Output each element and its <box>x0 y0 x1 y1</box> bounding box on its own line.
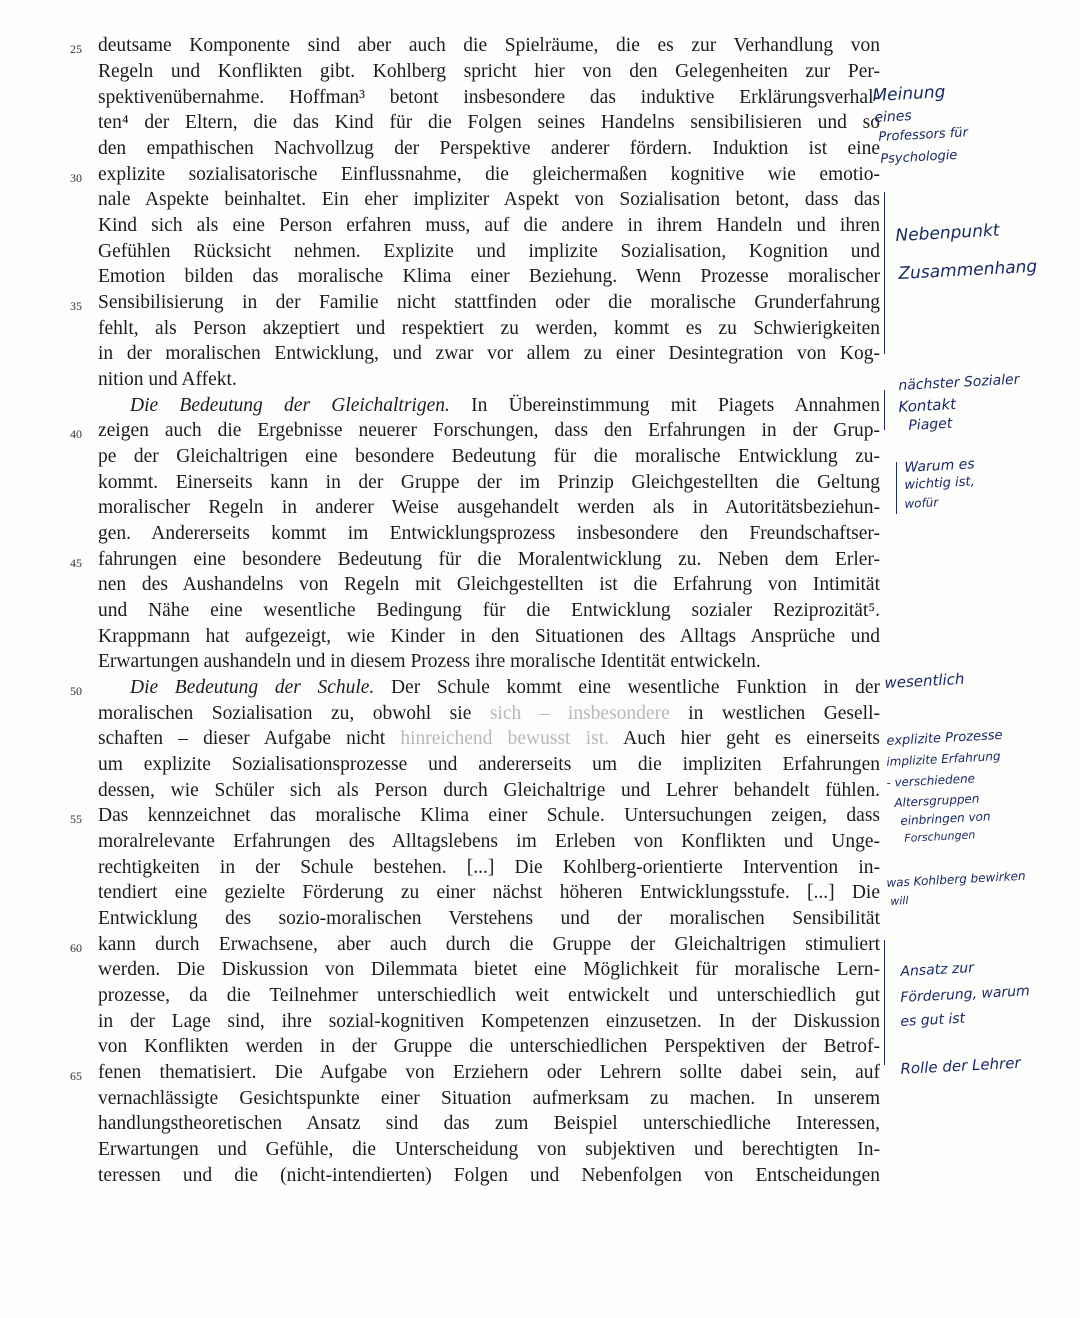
text-line: pe der Gleichaltrigen eine besondere Bedeutung für die moralische Entwicklung zu- <box>98 446 880 467</box>
line-number: 50 <box>70 684 82 698</box>
handwritten-note: einbringen von <box>900 809 991 828</box>
text-line: spektivenübernahme. Hoffman³ betont insbesondere das induktive Erklärungsverhal- <box>98 87 880 108</box>
margin-bracket <box>884 390 885 430</box>
text-line: Regeln und Konflikten gibt. Kohlberg spricht hier von den Gelegenheiten zur Per- <box>98 61 880 82</box>
text-line: Emotion bilden das moralische Klima einer Beziehung. Wenn Prozesse moralischer <box>98 266 880 287</box>
text-line: den empathischen Nachvollzug der Perspektive anderer fördern. Induktion ist eine <box>98 138 880 159</box>
text-line: teressen und die (nicht-intendierten) Folgen und Nebenfolgen von Entscheidungen <box>98 1165 880 1186</box>
handwritten-note: Professors für <box>878 125 969 145</box>
text-line: nale Aspekte beinhaltet. Ein eher impliziter Aspekt von Sozialisation betont, dass das <box>98 189 880 210</box>
handwritten-note: Rolle der Lehrer <box>900 1053 1022 1078</box>
text-line: dessen, wie Schüler sich als Person durch Gleichaltrige und Lehrer behandelt fühlen. <box>98 780 880 801</box>
text-line: zeigen auch die Ergebnisse neuerer Forschungen, dass den Erfahrungen in der Grup- <box>98 420 880 441</box>
section-heading: Die Bedeutung der Gleichaltrigen. <box>130 395 450 416</box>
line-number: 35 <box>70 299 82 313</box>
line-number: 65 <box>70 1069 82 1083</box>
line-number: 55 <box>70 812 82 826</box>
text-line: prozesse, da die Teilnehmer unterschiedlich weit entwickelt und unterschiedlich gut <box>98 985 880 1006</box>
handwritten-note: will <box>890 894 909 908</box>
text-line: Krappmann hat aufgezeigt, wie Kinder in den Situationen des Alltags Ansprüche und <box>98 626 880 647</box>
text-line: fenen thematisiert. Die Aufgabe von Erziehern oder Lehrern sollte dabei sein, auf <box>98 1062 880 1083</box>
text-line: ten⁴ der Eltern, die das Kind für die Folgen seines Handelns sensibilisieren und so <box>98 112 880 133</box>
section-heading-line: Die Bedeutung der Gleichaltrigen. In Übereinstimmung mit Piagets Annahmen <box>130 395 881 416</box>
handwritten-note: es gut ist <box>900 1010 966 1030</box>
text-line: Kind sich als eine Person erfahren muss, auf die andere in ihrem Handeln und ihren <box>98 215 880 236</box>
text-line: deutsame Komponente sind aber auch die Spielräume, die es zur Verhandlung von <box>98 35 880 56</box>
handwritten-note: Forschungen <box>904 828 976 845</box>
text-line: von Konflikten werden in der Gruppe die unterschiedlichen Perspektiven der Betrof- <box>98 1036 880 1057</box>
text-line: vernachlässigte Gesichtspunkte einer Situation aufmerksam zu machen. In unserem <box>98 1088 880 1109</box>
handwritten-note: wichtig ist, <box>904 474 976 493</box>
line-number: 40 <box>70 427 82 441</box>
line-number: 25 <box>70 42 82 56</box>
line-number: 30 <box>70 171 82 185</box>
text-line: in der moralischen Entwicklung, und zwar vor allem zu einer Desintegration von Kog- <box>98 343 880 364</box>
margin-bracket <box>884 940 885 1065</box>
text-line: moralrelevante Erfahrungen des Alltagslebens im Erleben von Konflikten und Unge- <box>98 831 880 852</box>
line-number: 60 <box>70 941 82 955</box>
handwritten-note: was Kohlberg bewirken <box>886 868 1026 890</box>
handwritten-note: Warum es <box>904 456 976 476</box>
text-line: moralischer Regeln in anderer Weise ausgehandelt werden als in Autoritätsbeziehun- <box>98 497 880 518</box>
section-heading-line: Die Bedeutung der Schule. Der Schule kommt eine wesentliche Funktion in der <box>130 677 881 698</box>
handwritten-note: wesentlich <box>884 669 965 692</box>
margin-bracket <box>896 462 897 514</box>
handwritten-note: Förderung, warum <box>900 983 1031 1006</box>
text-line: nen des Aushandelns von Regeln mit Gleichgestellten ist die Erfahrung von Intimität <box>98 574 880 595</box>
text-line: Das kennzeichnet das moralische Klima einer Schule. Untersuchungen zeigen, dass <box>98 805 880 826</box>
line-number: 45 <box>70 556 82 570</box>
text-line: moralischen Sozialisation zu, obwohl sie sich – insbesondere in westlichen Gesell- <box>98 703 881 724</box>
margin-bracket <box>884 192 885 354</box>
text-line: Entwicklung des sozio-moralischen Verstehens und der moralischen Sensibilität <box>98 908 880 929</box>
text-line: fehlt, als Person akzeptiert und respektiert zu werden, kommt es zu Schwierigkeiten <box>98 318 880 339</box>
text-line: werden. Die Diskussion von Dilemmata bietet eine Möglichkeit für moralische Lern- <box>98 959 880 980</box>
handwritten-note: Kontakt <box>898 394 957 416</box>
text-line: Erwartungen aushandeln und in diesem Prozess ihre moralische Identität entwickeln. <box>98 651 761 672</box>
handwritten-note: eines <box>874 108 913 126</box>
text-line: kommt. Einerseits kann in der Gruppe der im Prinzip Gleichgestellten die Geltung <box>98 472 880 493</box>
text-line: Erwartungen und Gefühle, die Unterscheidung von subjektiven und berechtigten In- <box>98 1139 880 1160</box>
text-line: fahrungen eine besondere Bedeutung für die Moralentwicklung zu. Neben dem Erler- <box>98 549 880 570</box>
text-line: in der Lage sind, ihre sozial-kognitiven Kompetenzen einzusetzen. In der Diskussion <box>98 1011 880 1032</box>
text-line: schaften – dieser Aufgabe nicht hinreichend bewusst ist. Auch hier geht es einerseits <box>98 728 880 749</box>
text-line: explizite sozialisatorische Einflussnahme, die gleichermaßen kognitive wie emotio- <box>98 164 880 185</box>
handwritten-note: implizite Erfahrung <box>886 749 1001 769</box>
handwritten-note: Ansatz zur <box>900 960 975 980</box>
handwritten-note: wofür <box>904 495 939 511</box>
handwritten-note: Zusammenhang <box>898 256 1038 284</box>
text-line: Gefühlen Rücksicht nehmen. Explizite und implizite Sozialisation, Kognition und <box>98 241 880 262</box>
handwritten-note: Psychologie <box>880 147 958 167</box>
handwritten-note: Meinung <box>872 82 946 106</box>
text-line: Sensibilisierung in der Familie nicht stattfinden oder die moralische Grunderfahrung <box>98 292 880 313</box>
handwritten-note: - verschiedene <box>886 771 976 790</box>
handwritten-note: Nebenpunkt <box>895 220 1000 246</box>
text-line: um explizite Sozialisationsprozesse und andererseits um die impliziten Erfahrungen <box>98 754 880 775</box>
text-line: kann durch Erwachsene, aber auch durch die Gruppe der Gleichaltrigen stimuliert <box>98 934 880 955</box>
handwritten-note: Altersgruppen <box>894 791 980 810</box>
text-line: nition und Affekt. <box>98 369 237 390</box>
text-line: rechtigkeiten in der Schule bestehen. [...] Die Kohlberg-orientierte Intervention in- <box>98 857 880 878</box>
handwritten-note: nächster Sozialer <box>898 371 1020 394</box>
section-heading: Die Bedeutung der Schule. <box>130 677 375 698</box>
handwritten-note: Piaget <box>908 415 953 434</box>
text-line: handlungstheoretischen Ansatz sind das zum Beispiel unterschiedliche Interessen, <box>98 1113 880 1134</box>
handwritten-note: explizite Prozesse <box>886 727 1003 749</box>
text-line: gen. Andererseits kommt im Entwicklungsprozess insbesondere den Freundschaftser- <box>98 523 880 544</box>
text-line: tendiert eine gezielte Förderung zu einer nächst höheren Entwicklungsstufe. [...] Die <box>98 882 880 903</box>
text-line: und Nähe eine wesentliche Bedingung für die Entwicklung sozialer Reziprozität⁵. <box>98 600 880 621</box>
